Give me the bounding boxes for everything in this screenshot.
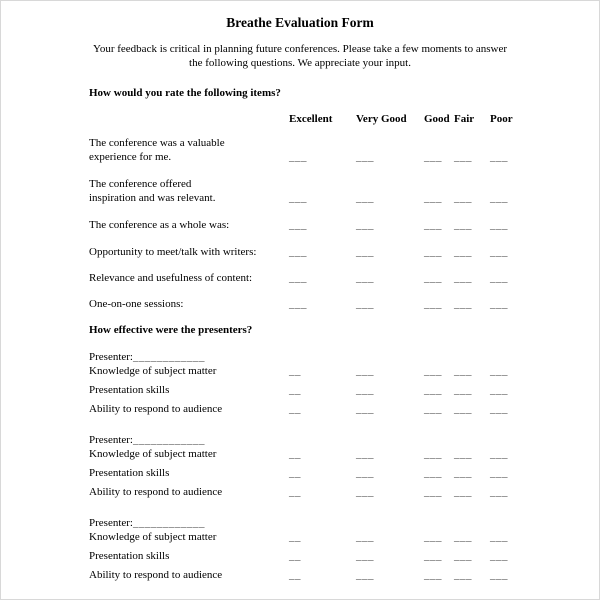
answer-blank[interactable]: ___ bbox=[454, 384, 472, 396]
presenter-block bbox=[1, 433, 599, 499]
answer-blank[interactable]: ___ bbox=[454, 467, 472, 479]
rating-row-label-line: One-on-one sessions: bbox=[89, 298, 184, 310]
answer-blank[interactable]: ___ bbox=[490, 384, 508, 396]
rating-row bbox=[89, 245, 599, 259]
rating-row bbox=[89, 383, 599, 397]
rating-row-label bbox=[89, 177, 289, 205]
answer-blank[interactable]: ___ bbox=[424, 448, 442, 460]
presenter-label: Presenter: bbox=[89, 434, 133, 446]
header-spacer bbox=[89, 112, 289, 126]
answer-blank[interactable]: __ bbox=[289, 403, 301, 415]
answer-blank[interactable]: ___ bbox=[356, 403, 374, 415]
answer-blank[interactable]: ___ bbox=[356, 569, 374, 581]
rating-row bbox=[89, 218, 599, 232]
answer-blank[interactable]: ___ bbox=[454, 192, 472, 204]
answer-blank[interactable]: ___ bbox=[424, 365, 442, 377]
rating-row-label-line: The conference was a valuable bbox=[89, 137, 225, 149]
rating-row bbox=[89, 297, 599, 311]
rating-row-label bbox=[89, 568, 289, 582]
answer-blank[interactable]: ___ bbox=[454, 550, 472, 562]
answer-blank[interactable]: ___ bbox=[490, 192, 508, 204]
rating-row bbox=[89, 447, 599, 461]
answer-blank[interactable]: __ bbox=[289, 467, 301, 479]
answer-blank[interactable]: ___ bbox=[424, 298, 442, 310]
rating-row-label bbox=[89, 271, 289, 285]
answer-blank[interactable]: ___ bbox=[490, 298, 508, 310]
answer-blank[interactable]: ___ bbox=[424, 467, 442, 479]
answer-blank[interactable]: ___ bbox=[454, 298, 472, 310]
answer-blank[interactable]: ___ bbox=[356, 272, 374, 284]
rating-row-label-line: Ability to respond to audience bbox=[89, 486, 223, 498]
presenters-section-heading: How effective were the presenters? bbox=[89, 324, 253, 336]
presenter-blocks bbox=[1, 350, 599, 582]
answer-blank[interactable]: ___ bbox=[454, 486, 472, 498]
answer-blank[interactable]: __ bbox=[289, 531, 301, 543]
presenter-name-line bbox=[89, 433, 599, 447]
rating-row-label bbox=[89, 245, 289, 259]
answer-blank[interactable]: ___ bbox=[356, 448, 374, 460]
answer-blank[interactable]: ___ bbox=[454, 365, 472, 377]
answer-blank[interactable]: ___ bbox=[490, 486, 508, 498]
rating-row-label-line: Presentation skills bbox=[89, 467, 170, 479]
rating-row-label-line: The conference as a whole was: bbox=[89, 219, 230, 231]
answer-blank[interactable]: ___ bbox=[454, 151, 472, 163]
rating-row bbox=[89, 530, 599, 544]
presenter-name-blank[interactable]: ____________ bbox=[132, 351, 205, 363]
answer-blank[interactable]: ___ bbox=[454, 219, 472, 231]
answer-blank[interactable]: __ bbox=[289, 550, 301, 562]
rating-row bbox=[89, 402, 599, 416]
answer-blank[interactable]: __ bbox=[289, 486, 301, 498]
rating-row-label-line: Knowledge of subject matter bbox=[89, 531, 217, 543]
rating-row bbox=[89, 485, 599, 499]
answer-blank[interactable]: ___ bbox=[289, 298, 307, 310]
presenter-name-blank[interactable]: ____________ bbox=[132, 434, 205, 446]
rating-row bbox=[89, 549, 599, 563]
rating-row bbox=[89, 364, 599, 378]
answer-blank[interactable]: ___ bbox=[490, 531, 508, 543]
answer-blank[interactable]: ___ bbox=[289, 151, 307, 163]
answer-blank[interactable]: ___ bbox=[490, 219, 508, 231]
rating-row-label bbox=[89, 218, 289, 232]
form-title: Breathe Evaluation Form bbox=[226, 15, 374, 30]
rating-row-label bbox=[89, 383, 289, 397]
column-header-very-good: Very Good bbox=[356, 113, 407, 125]
answer-blank[interactable]: ___ bbox=[424, 246, 442, 258]
answer-blank[interactable]: ___ bbox=[356, 192, 374, 204]
answer-blank[interactable]: ___ bbox=[289, 192, 307, 204]
answer-blank[interactable]: ___ bbox=[454, 403, 472, 415]
answer-blank[interactable]: ___ bbox=[289, 272, 307, 284]
answer-blank[interactable]: ___ bbox=[356, 531, 374, 543]
answer-blank[interactable]: ___ bbox=[490, 365, 508, 377]
answer-blank[interactable]: ___ bbox=[424, 151, 442, 163]
answer-blank[interactable]: ___ bbox=[289, 246, 307, 258]
answer-blank[interactable]: ___ bbox=[424, 486, 442, 498]
form-intro-line: the following questions. We appreciate your input. bbox=[189, 57, 411, 69]
answer-blank[interactable]: ___ bbox=[424, 403, 442, 415]
rating-row bbox=[89, 271, 599, 285]
rating-row-label bbox=[89, 549, 289, 563]
presenter-name-line bbox=[89, 350, 599, 364]
column-header-poor: Poor bbox=[490, 113, 513, 125]
rating-row-label bbox=[89, 136, 289, 164]
rating-row-label-line: Ability to respond to audience bbox=[89, 403, 223, 415]
answer-blank[interactable]: ___ bbox=[356, 365, 374, 377]
column-header-excellent: Excellent bbox=[289, 113, 333, 125]
rating-row-label bbox=[89, 530, 289, 544]
rating-row bbox=[89, 568, 599, 582]
rating-rows bbox=[1, 136, 599, 311]
rating-section-heading: How would you rate the following items? bbox=[89, 87, 281, 99]
rating-row-label-line: Ability to respond to audience bbox=[89, 569, 223, 581]
rating-row bbox=[89, 177, 599, 205]
column-header-fair: Fair bbox=[454, 113, 475, 125]
rating-row-label-line: Knowledge of subject matter bbox=[89, 448, 217, 460]
rating-row-label-line: inspiration and was relevant. bbox=[89, 192, 216, 204]
answer-blank[interactable]: ___ bbox=[424, 550, 442, 562]
rating-row-label-line: Presentation skills bbox=[89, 550, 170, 562]
answer-blank[interactable]: __ bbox=[289, 365, 301, 377]
answer-blank[interactable]: ___ bbox=[424, 531, 442, 543]
answer-blank[interactable]: ___ bbox=[490, 246, 508, 258]
answer-blank[interactable]: ___ bbox=[356, 219, 374, 231]
answer-blank[interactable]: ___ bbox=[289, 219, 307, 231]
answer-blank[interactable]: ___ bbox=[356, 246, 374, 258]
presenter-label: Presenter: bbox=[89, 517, 133, 529]
answer-blank[interactable]: ___ bbox=[454, 569, 472, 581]
presenter-block bbox=[1, 350, 599, 416]
answer-blank[interactable]: __ bbox=[289, 384, 301, 396]
rating-row-label-line: The conference offered bbox=[89, 178, 192, 190]
answer-blank[interactable]: ___ bbox=[454, 272, 472, 284]
rating-row-label bbox=[89, 447, 289, 461]
rating-row-label-line: Presentation skills bbox=[89, 384, 170, 396]
rating-row-label bbox=[89, 364, 289, 378]
answer-blank[interactable]: ___ bbox=[490, 272, 508, 284]
answer-blank[interactable]: ___ bbox=[356, 384, 374, 396]
rating-row-label bbox=[89, 466, 289, 480]
rating-row-label-line: Opportunity to meet/talk with writers: bbox=[89, 246, 257, 258]
answer-blank[interactable]: ___ bbox=[424, 192, 442, 204]
answer-blank[interactable]: ___ bbox=[356, 550, 374, 562]
rating-row-label-line: experience for me. bbox=[89, 151, 172, 163]
form-intro-line: Your feedback is critical in planning future conferences. Please take a few moments to answer bbox=[93, 43, 507, 55]
rating-row-label bbox=[89, 485, 289, 499]
answer-blank[interactable]: ___ bbox=[454, 448, 472, 460]
column-header-good: Good bbox=[424, 113, 450, 125]
presenter-block bbox=[1, 516, 599, 582]
answer-blank[interactable]: ___ bbox=[490, 467, 508, 479]
answer-blank[interactable]: ___ bbox=[490, 403, 508, 415]
answer-blank[interactable]: ___ bbox=[356, 151, 374, 163]
answer-blank[interactable]: ___ bbox=[424, 384, 442, 396]
answer-blank[interactable]: ___ bbox=[424, 219, 442, 231]
answer-blank[interactable]: ___ bbox=[490, 448, 508, 460]
answer-blank[interactable]: ___ bbox=[356, 298, 374, 310]
answer-blank[interactable]: ___ bbox=[424, 272, 442, 284]
answer-blank[interactable]: __ bbox=[289, 569, 301, 581]
answer-blank[interactable]: ___ bbox=[356, 467, 374, 479]
answer-blank[interactable]: ___ bbox=[490, 151, 508, 163]
presenter-name-blank[interactable]: ____________ bbox=[132, 517, 205, 529]
rating-column-header-row bbox=[89, 112, 599, 126]
answer-blank[interactable]: ___ bbox=[454, 246, 472, 258]
form-intro bbox=[1, 42, 599, 70]
rating-row-label bbox=[89, 402, 289, 416]
answer-blank[interactable]: ___ bbox=[356, 486, 374, 498]
presenter-name-line bbox=[89, 516, 599, 530]
rating-row-label-line: Knowledge of subject matter bbox=[89, 365, 217, 377]
answer-blank[interactable]: ___ bbox=[454, 531, 472, 543]
answer-blank[interactable]: ___ bbox=[490, 569, 508, 581]
answer-blank[interactable]: ___ bbox=[490, 550, 508, 562]
rating-row-label bbox=[89, 297, 289, 311]
rating-row bbox=[89, 466, 599, 480]
presenter-label: Presenter: bbox=[89, 351, 133, 363]
rating-row-label-line: Relevance and usefulness of content: bbox=[89, 272, 253, 284]
answer-blank[interactable]: ___ bbox=[424, 569, 442, 581]
rating-row bbox=[89, 136, 599, 164]
answer-blank[interactable]: __ bbox=[289, 448, 301, 460]
